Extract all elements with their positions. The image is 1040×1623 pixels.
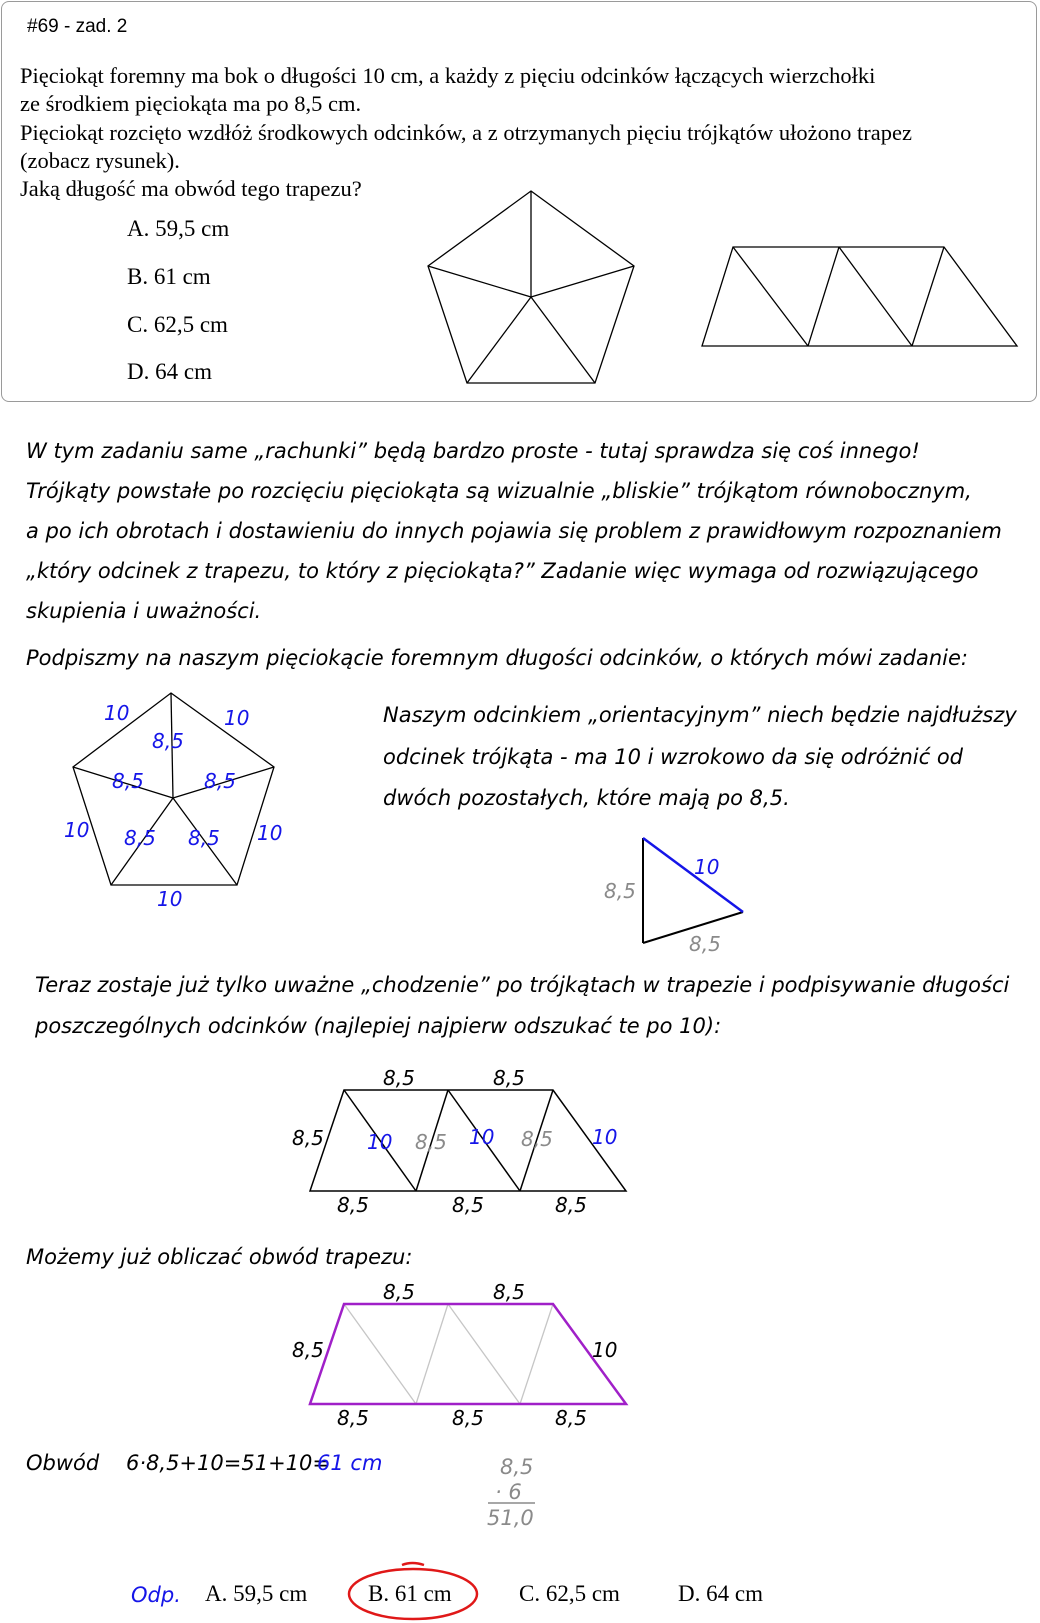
per-bottom-label-3: 8,5 xyxy=(555,1406,587,1430)
per-bottom-label-2: 8,5 xyxy=(452,1406,484,1430)
intro-line-5: skupienia i uważności. xyxy=(26,599,262,623)
intro-line-3: a po ich obrotach i dostawieniu do innych pojawia się problem z prawidłowym rozpoznaniem xyxy=(26,519,1002,543)
mult-result: 51,0 xyxy=(487,1506,534,1530)
orientation-line-2: odcinek trójkąta - ma 10 i wzrokowo da się odróżnić od xyxy=(383,745,964,769)
orientation-line-3: dwóch pozostałych, które mają po 8,5. xyxy=(383,786,790,810)
orientation-line-1: Naszym odcinkiem „orientacyjnym” niech będzie najdłuższy xyxy=(383,703,1017,727)
perimeter-expression: 6·8,5+10=51+10= xyxy=(126,1451,330,1475)
pent-side-label-5: 10 xyxy=(157,887,183,911)
per-top-label-1: 8,5 xyxy=(383,1280,415,1304)
mult-factor-a: 8,5 xyxy=(500,1455,534,1479)
trap-right-label: 10 xyxy=(592,1125,618,1149)
trap-bottom-label-2: 8,5 xyxy=(452,1193,484,1217)
answer-option-d: D. 64 cm xyxy=(678,1581,763,1606)
task-id: #69 - zad. 2 xyxy=(27,16,128,37)
pent-radius-label-5: 8,5 xyxy=(188,826,220,850)
task-text-line-4: (zobacz rysunek). xyxy=(20,148,180,173)
pent-side-label-3: 10 xyxy=(64,818,90,842)
pent-side-label-1: 10 xyxy=(104,701,130,725)
trap-diag-label-4: 8,5 xyxy=(521,1127,553,1151)
triangle-label-bottom: 8,5 xyxy=(689,932,721,956)
trap-diag-label-2: 8,5 xyxy=(415,1130,447,1154)
option-c: C. 62,5 cm xyxy=(127,312,228,337)
answer-option-b: B. 61 cm xyxy=(368,1581,452,1606)
task-text-line-2: ze środkiem pięciokąta ma po 8,5 cm. xyxy=(20,91,362,116)
perimeter-result: 61 cm xyxy=(317,1451,383,1475)
pent-radius-label-2: 8,5 xyxy=(112,769,144,793)
walk-line-1: Teraz zostaje już tylko uważne „chodzenie” po trójkątach w trapezie i podpisywanie długości xyxy=(35,973,1010,997)
pent-radius-label-4: 8,5 xyxy=(124,826,156,850)
intro-line-1: W tym zadaniu same „rachunki” będą bardzo proste - tutaj sprawdza się coś innego! xyxy=(26,439,920,463)
pent-radius-label-3: 8,5 xyxy=(204,769,236,793)
triangle-label-long: 10 xyxy=(694,855,720,879)
per-left-label: 8,5 xyxy=(292,1338,324,1362)
trap-diag-label-1: 10 xyxy=(367,1130,393,1154)
answer-label: Odp. xyxy=(131,1583,181,1607)
intro-line-2: Trójkąty powstałe po rozcięciu pięciokąta są wizualnie „bliskie” trójkątom równobocznym, xyxy=(26,479,972,503)
option-a: A. 59,5 cm xyxy=(127,216,230,241)
calc-intro: Możemy już obliczać obwód trapezu: xyxy=(26,1245,413,1269)
trap-diag-label-3: 10 xyxy=(469,1125,495,1149)
per-right-label: 10 xyxy=(592,1338,618,1362)
pent-radius-label-1: 8,5 xyxy=(152,729,184,753)
perimeter-label: Obwód xyxy=(26,1451,100,1475)
triangle-label-left: 8,5 xyxy=(604,879,636,903)
pent-side-label-2: 10 xyxy=(224,706,250,730)
option-d: D. 64 cm xyxy=(127,359,212,384)
mult-factor-b: · 6 xyxy=(495,1480,522,1504)
pent-side-label-4: 10 xyxy=(257,821,283,845)
trap-top-label-2: 8,5 xyxy=(493,1066,525,1090)
option-b: B. 61 cm xyxy=(127,264,211,289)
answer-option-a: A. 59,5 cm xyxy=(205,1581,308,1606)
walk-line-2: poszczególnych odcinków (najlepiej najpierw odszukać te po 10): xyxy=(35,1014,722,1038)
per-top-label-2: 8,5 xyxy=(493,1280,525,1304)
trap-left-label: 8,5 xyxy=(292,1126,324,1150)
task-text-line-5: Jaką długość ma obwód tego trapezu? xyxy=(20,176,362,201)
per-bottom-label-1: 8,5 xyxy=(337,1406,369,1430)
answer-option-c: C. 62,5 cm xyxy=(519,1581,620,1606)
intro-line-4: „który odcinek z trapezu, to który z pięciokąta?” Zadanie więc wymaga od rozwiązującego xyxy=(26,559,979,583)
trap-top-label-1: 8,5 xyxy=(383,1066,415,1090)
label-intro: Podpiszmy na naszym pięciokącie foremnym długości odcinków, o których mówi zadanie: xyxy=(26,646,969,670)
trap-bottom-label-1: 8,5 xyxy=(337,1193,369,1217)
task-text-line-1: Pięciokąt foremny ma bok o długości 10 cm, a każdy z pięciu odcinków łączących wierzchołki xyxy=(20,63,876,88)
trap-bottom-label-3: 8,5 xyxy=(555,1193,587,1217)
task-text-line-3: Pięciokąt rozcięto wzdłóż środkowych odcinków, a z otrzymanych pięciu trójkątów ułożono trapez xyxy=(20,120,912,145)
